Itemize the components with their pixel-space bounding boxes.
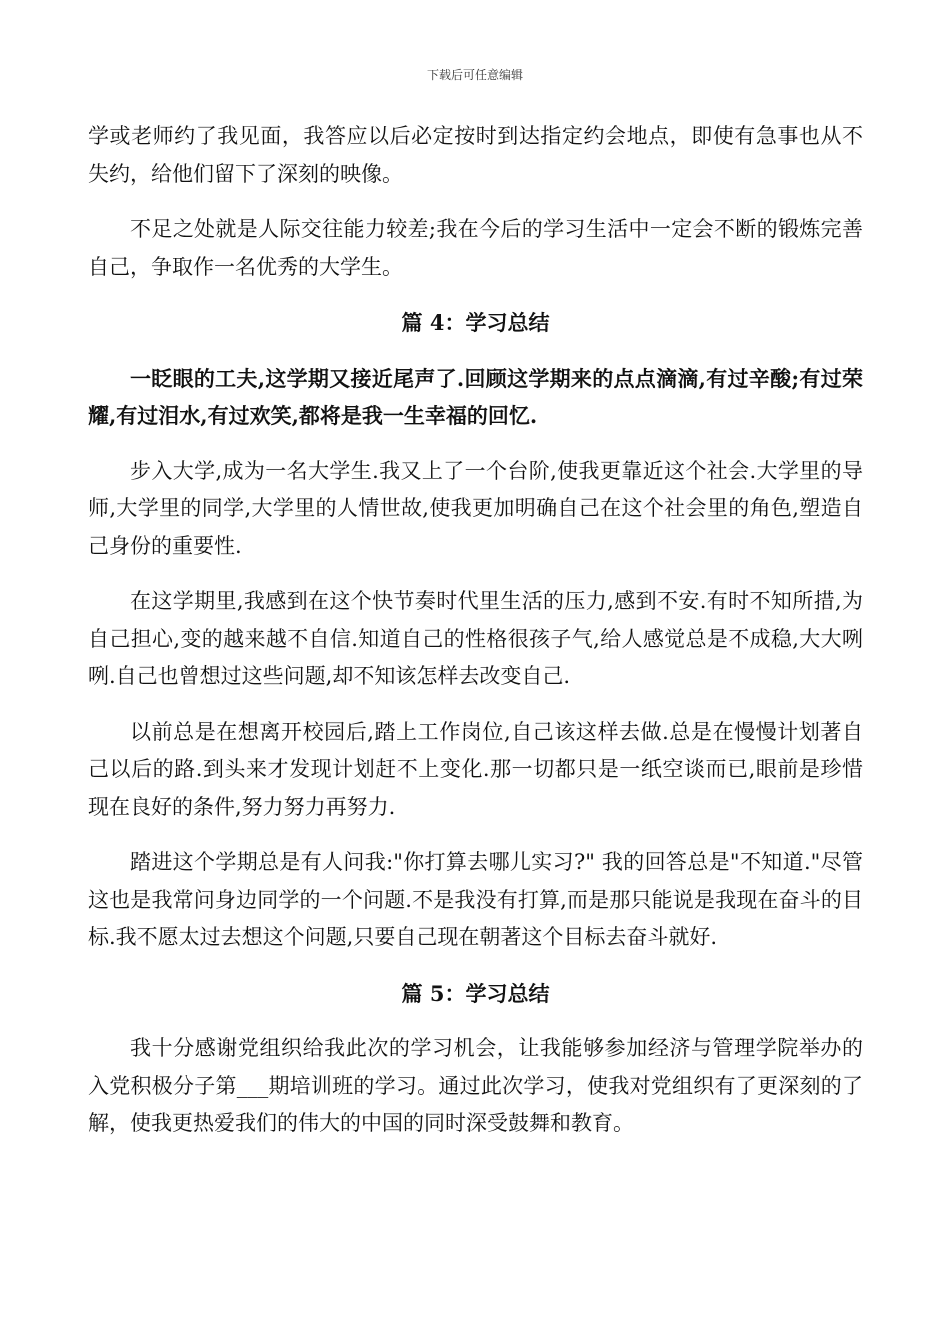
paragraph-1: 学或老师约了我见面，我答应以后必定按时到达指定约会地点，即使有急事也从不失约，给他们留下了深刻的映像。 xyxy=(88,124,863,186)
paragraph-5: 在这学期里,我感到在这个快节奏时代里生活的压力,感到不安.有时不知所措,为自己担心,变的越来越不自信.知道自己的性格很孩子气,给人感觉总是不成稳,大大咧咧.自己也曾想过这些问题,却不知该怎样去改变自己. xyxy=(88,589,863,688)
paragraph-4: 步入大学,成为一名大学生.我又上了一个台阶,使我更靠近这个社会.大学里的导师,大学里的同学,大学里的人情世故,使我更加明确自己在这个社会里的角色,塑造自己身份的重要性. xyxy=(88,458,863,558)
paragraph-2: 不足之处就是人际交往能力较差;我在今后的学习生活中一定会不断的锻炼完善自己，争取作一名优秀的大学生。 xyxy=(88,217,863,279)
document-body xyxy=(88,118,863,1161)
paragraph-7: 踏进这个学期总是有人问我:"你打算去哪儿实习?" 我的回答总是"不知道."尽管这也是我常问身边同学的一个问题.不是我没有打算,而是那只能说是我现在奋斗的目标.我不愿太过去想这个问题,只要自己现在朝著这个目标去奋斗就好. xyxy=(88,850,863,949)
paragraph-6: 以前总是在想离开校园后,踏上工作岗位,自己该这样去做.总是在慢慢计划著自己以后的路.到头来才发现计划赶不上变化.那一切都只是一纸空谈而已,眼前是珍惜现在良好的条件,努力努力再努力. xyxy=(88,719,863,819)
paragraph-3-lead: 一眨眼的工夫,这学期又接近尾声了.回顾这学期来的点点滴滴,有过辛酸;有过荣耀,有过泪水,有过欢笑,都将是我一生幸福的回忆. xyxy=(88,365,863,428)
paragraph-8: 我十分感谢党组织给我此次的学习机会，让我能够参加经济与管理学院举办的入党积极分子第___期培训班的学习。通过此次学习，使我对党组织有了更深刻的了解，使我更热爱我们的伟大的中国的同时深受鼓舞和教育。 xyxy=(88,1036,863,1135)
section-heading-4: 篇 4：学习总结 xyxy=(401,310,550,335)
section-heading-5: 篇 5：学习总结 xyxy=(401,980,550,1006)
page-header: 下载后可任意编辑 xyxy=(426,68,523,82)
